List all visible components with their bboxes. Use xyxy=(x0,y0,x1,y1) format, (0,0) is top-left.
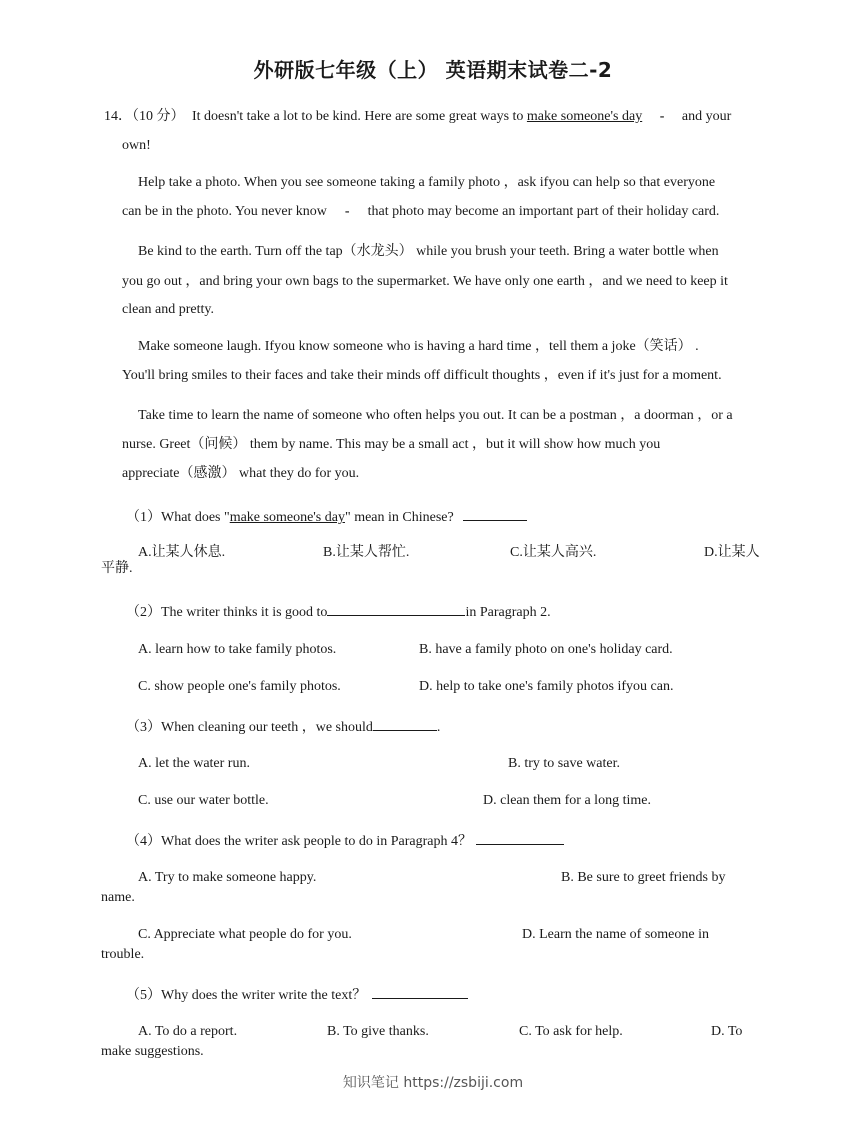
option-b: B. To give thanks. xyxy=(327,1024,429,1039)
option-d: D. clean them for a long time. xyxy=(483,793,651,808)
option-b: B. Be sure to greet friends by xyxy=(561,870,726,885)
option-b: B. have a family photo on one's holiday card. xyxy=(419,642,673,657)
option-wrap: 平静. xyxy=(101,561,133,576)
passage-line: you go out ，and bring your own bags to the supermarket. We have only one earth ，and we need to keep it xyxy=(122,274,728,289)
page-title: 外研版七年级（上） 英语期末试卷二-2 xyxy=(253,58,613,82)
option-a: A. learn how to take family photos. xyxy=(138,642,337,657)
passage-line: Take time to learn the name of someone who often helps you out. It can be a postman ，a doorman ，or a xyxy=(138,408,733,423)
option-wrap: trouble. xyxy=(101,947,145,962)
option-c: C. To ask for help. xyxy=(519,1024,623,1039)
option-d: D. help to take one's family photos ifyou can. xyxy=(419,679,674,694)
option-b: B.让某人帮忙. xyxy=(323,545,410,560)
underlined-phrase: make someone's day xyxy=(526,109,643,124)
answer-blank[interactable] xyxy=(327,601,465,616)
answer-blank[interactable] xyxy=(476,830,564,845)
passage-line: appreciate（感激） what they do for you. xyxy=(122,466,360,481)
passage-line: 14．（10 分） It doesn't take a lot to be kind. Here are some great ways to make someone's day - and your xyxy=(104,109,732,124)
option-d: D.让某人 xyxy=(704,545,760,560)
passage-line: Make someone laugh. Ifyou know someone who is having a hard time ，tell them a joke（笑话） . xyxy=(138,339,699,354)
option-d: D. To xyxy=(711,1024,743,1039)
question-5: （5）Why does the writer write the text？ xyxy=(126,984,468,1005)
passage-line: Be kind to the earth. Turn off the tap（水龙头） while you brush your teeth. Bring a water bottle when xyxy=(138,244,719,259)
answer-blank[interactable] xyxy=(372,984,468,999)
answer-blank[interactable] xyxy=(463,506,527,521)
option-c: C. use our water bottle. xyxy=(138,793,269,808)
option-b: B. try to save water. xyxy=(508,756,620,771)
option-a: A. To do a report. xyxy=(138,1024,238,1039)
question-1: （1）What does "make someone's day" mean in Chinese? xyxy=(126,506,527,527)
answer-blank[interactable] xyxy=(373,716,437,731)
question-2: （2）The writer thinks it is good to in Paragraph 2. xyxy=(126,601,551,622)
dash-mark: - xyxy=(659,109,665,124)
option-a: A.让某人休息. xyxy=(138,545,226,560)
option-a: A. let the water run. xyxy=(138,756,250,771)
option-d: D. Learn the name of someone in xyxy=(522,927,709,942)
question-number: 14．（10 分） xyxy=(104,109,185,124)
option-c: C. show people one's family photos. xyxy=(138,679,341,694)
dash-mark: - xyxy=(344,204,350,219)
passage-line: clean and pretty. xyxy=(122,302,214,317)
option-a: A. Try to make someone happy. xyxy=(138,870,317,885)
option-c: C. Appreciate what people do for you. xyxy=(138,927,352,942)
option-c: C.让某人高兴. xyxy=(510,545,597,560)
passage-line: nurse. Greet（问候） them by name. This may be a small act ，but it will show how much you xyxy=(122,437,661,452)
passage-line: can be in the photo. You never know - that photo may become an important part of their holiday card. xyxy=(122,204,720,219)
option-wrap: make suggestions. xyxy=(101,1044,204,1059)
passage-line: own! xyxy=(122,138,151,153)
footer-watermark: 知识笔记 https://zsbiji.com xyxy=(342,1075,524,1091)
question-4: （4）What does the writer ask people to do in Paragraph 4？ xyxy=(126,830,564,851)
option-wrap: name. xyxy=(101,890,135,905)
question-3: （3）When cleaning our teeth ，we should . xyxy=(126,716,440,737)
passage-line: Help take a photo. When you see someone taking a family photo ，ask ifyou can help so that everyone xyxy=(138,175,716,190)
underlined-phrase: make someone's day xyxy=(229,510,345,525)
passage-line: You'll bring smiles to their faces and take their minds off difficult thoughts ，even if it's just for a moment. xyxy=(122,368,722,383)
